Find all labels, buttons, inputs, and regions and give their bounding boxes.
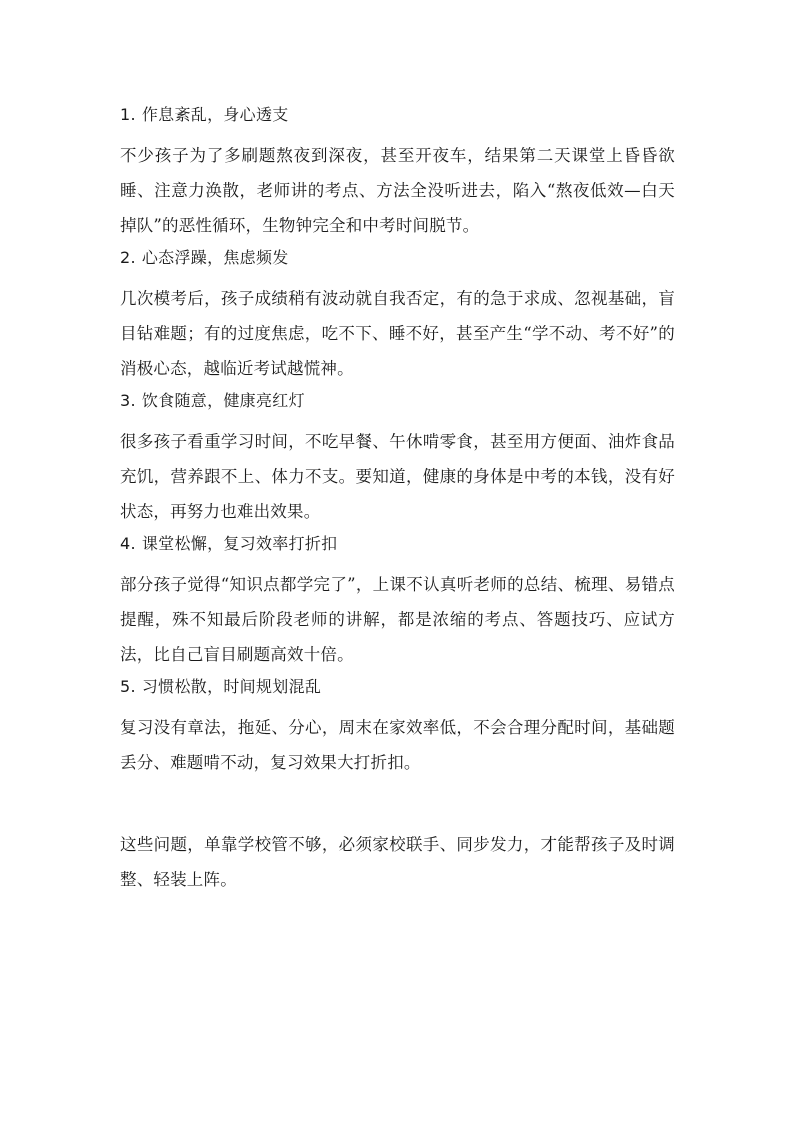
- section-number: 4.: [120, 534, 136, 553]
- section-number: 5.: [120, 677, 136, 696]
- section-paragraph-2: 几次模考后，孩子成绩稍有波动就自我否定，有的急于求成、忽视基础，盲目钻难题；有的过度焦虑，吃不下、睡不好，甚至产生“学不动、考不好”的消极心态，越临近考试越慌神。: [120, 289, 675, 378]
- conclusion-paragraph: 这些问题，单靠学校管不够，必须家校联手、同步发力，才能帮孩子及时调整、轻装上阵。: [120, 835, 675, 889]
- section-title: 饮食随意，健康亮红灯: [141, 391, 305, 410]
- section-paragraph-1: 不少孩子为了多刷题熬夜到深夜，甚至开夜车，结果第二天课堂上昏昏欲睡、注意力涣散，老师讲的考点、方法全没听进去，陷入“熬夜低效—白天掉队”的恶性循环，生物钟完全和中考时间脱节。: [120, 146, 675, 235]
- section-paragraph-3: 很多孩子看重学习时间，不吃早餐、午休啃零食，甚至用方便面、油炸食品充饥，营养跟不上、体力不支。要知道，健康的身体是中考的本钱，没有好状态，再努力也难出效果。: [120, 432, 675, 521]
- section-number: 1.: [120, 105, 136, 124]
- section-heading-1: [120, 100, 675, 138]
- document-body: [120, 100, 675, 897]
- section-number: 2.: [120, 248, 136, 267]
- paragraph-spacer: [120, 780, 675, 827]
- section-number: 3.: [120, 391, 136, 410]
- section-paragraph-4: 部分孩子觉得“知识点都学完了”，上课不认真听老师的总结、梳理、易错点提醒，殊不知最后阶段老师的讲解，都是浓缩的考点、答题技巧、应试方法，比自己盲目刷题高效十倍。: [120, 575, 675, 664]
- section-title: 心态浮躁，焦虑频发: [141, 248, 289, 267]
- section-heading-5: [120, 672, 675, 710]
- section-heading-3: [120, 386, 675, 424]
- section-paragraph-5: 复习没有章法，拖延、分心，周末在家效率低，不会合理分配时间，基础题丢分、难题啃不动，复习效果大打折扣。: [120, 718, 675, 772]
- section-title: 课堂松懈，复习效率打折扣: [141, 534, 338, 553]
- section-heading-2: [120, 243, 675, 281]
- section-title: 习惯松散，时间规划混乱: [141, 677, 322, 696]
- section-title: 作息紊乱，身心透支: [141, 105, 289, 124]
- section-heading-4: [120, 529, 675, 567]
